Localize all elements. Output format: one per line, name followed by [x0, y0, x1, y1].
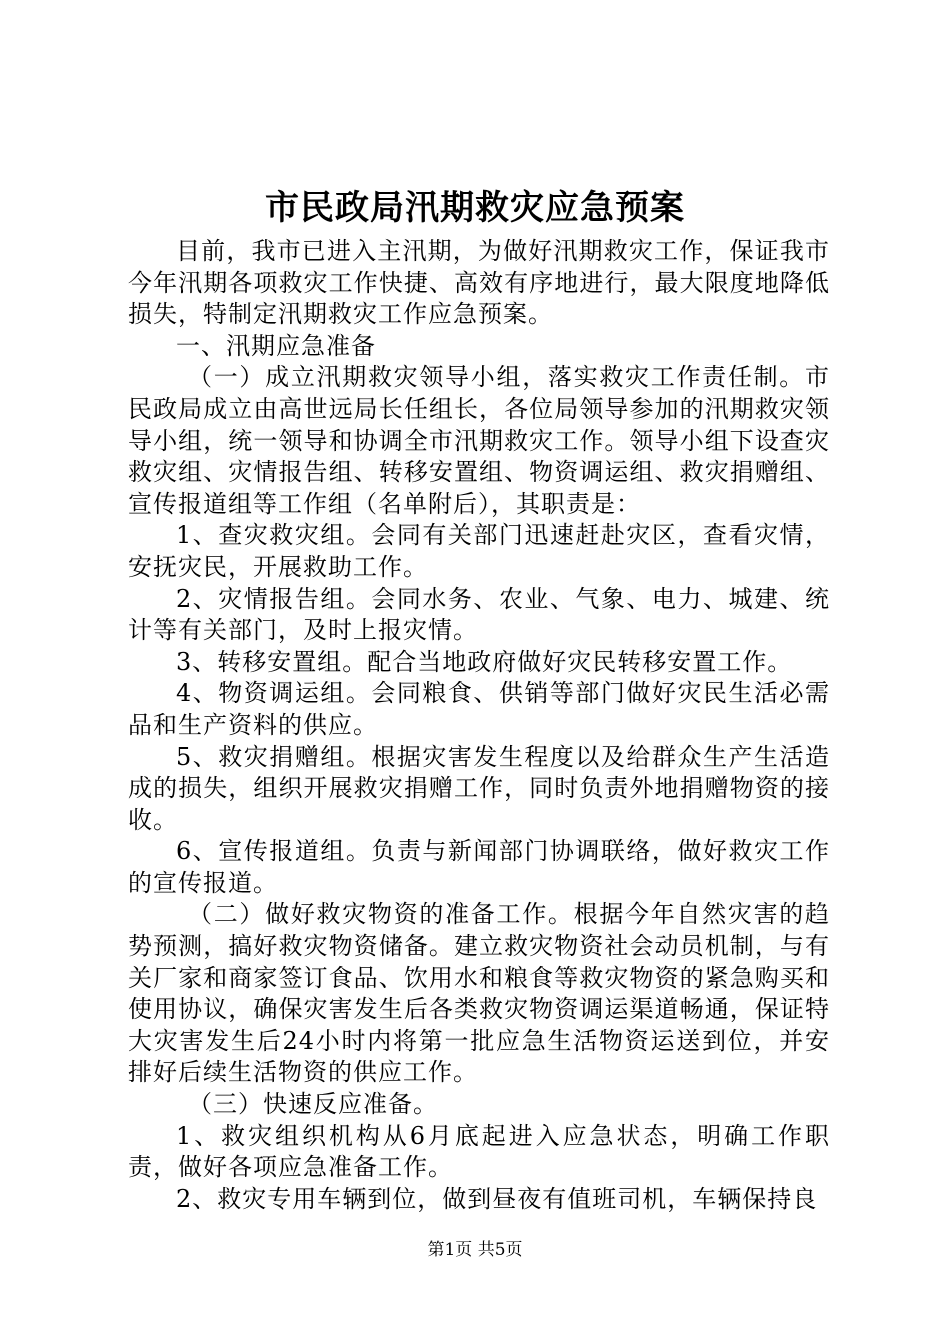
- paragraph-item-1: 1、查灾救灾组。会同有关部门迅速赶赴灾区，查看灾情，安抚灾民，开展救助工作。: [128, 521, 830, 581]
- document-body: [128, 236, 830, 1215]
- paragraph-subsection-3: （三）快速反应准备。: [188, 1090, 438, 1119]
- paragraph-item-4: 4、物资调运组。会同粮食、供销等部门做好灾民生活必需品和生产资料的供应。: [128, 679, 830, 739]
- paragraph-item-5: 5、救灾捐赠组。根据灾害发生程度以及给群众生产生活造成的损失，组织开展救灾捐赠工作，同时负责外地捐赠物资的接收。: [128, 742, 830, 834]
- paragraph-item-7: 1、救灾组织机构从6月底起进入应急状态，明确工作职责，做好各项应急准备工作。: [128, 1121, 830, 1182]
- paragraph-item-2: 2、灾情报告组。会同水务、农业、气象、电力、城建、统计等有关部门，及时上报灾情。: [128, 584, 830, 645]
- page-footer: 第1页 共5页: [427, 1240, 523, 1260]
- paragraph-subsection-1: （一）成立汛期救灾领导小组，落实救灾工作责任制。市民政局成立由高世远局长任组长，各位局领导参加的汛期救灾领导小组，统一领导和协调全市汛期救灾工作。领导小组下设查灾救灾组、灾情报告组、转移安置组、物资调运组、救灾捐赠组、宣传报道组等工作组（名单附后），其职责是：: [128, 363, 830, 518]
- paragraph-subsection-2: （二）做好救灾物资的准备工作。根据今年自然灾害的趋势预测，搞好救灾物资储备。建立救灾物资社会动员机制，与有关厂家和商家签订食品、饮用水和粮食等救灾物资的紧急购买和使用协议，确保灾害发生后各类救灾物资调运渠道畅通，保证特大灾害发生后24小时内将第一批应急生活物资运送到位，并安排好后续生活物资的供应工作。: [128, 900, 830, 1087]
- paragraph-intro: 目前，我市已进入主汛期，为做好汛期救灾工作，保证我市今年汛期各项救灾工作快捷、高效有序地进行，最大限度地降低损失，特制定汛期救灾工作应急预案。: [128, 237, 830, 329]
- paragraph-item-6: 6、宣传报道组。负责与新闻部门协调联络，做好救灾工作的宣传报道。: [128, 837, 830, 897]
- paragraph-section-heading: 一、汛期应急准备: [176, 331, 376, 360]
- paragraph-item-8: 2、救灾专用车辆到位，做到昼夜有值班司机，车辆保持良: [176, 1184, 818, 1213]
- document-title: 市民政局汛期救灾应急预案: [265, 188, 685, 228]
- paragraph-item-3: 3、转移安置组。配合当地政府做好灾民转移安置工作。: [176, 647, 793, 676]
